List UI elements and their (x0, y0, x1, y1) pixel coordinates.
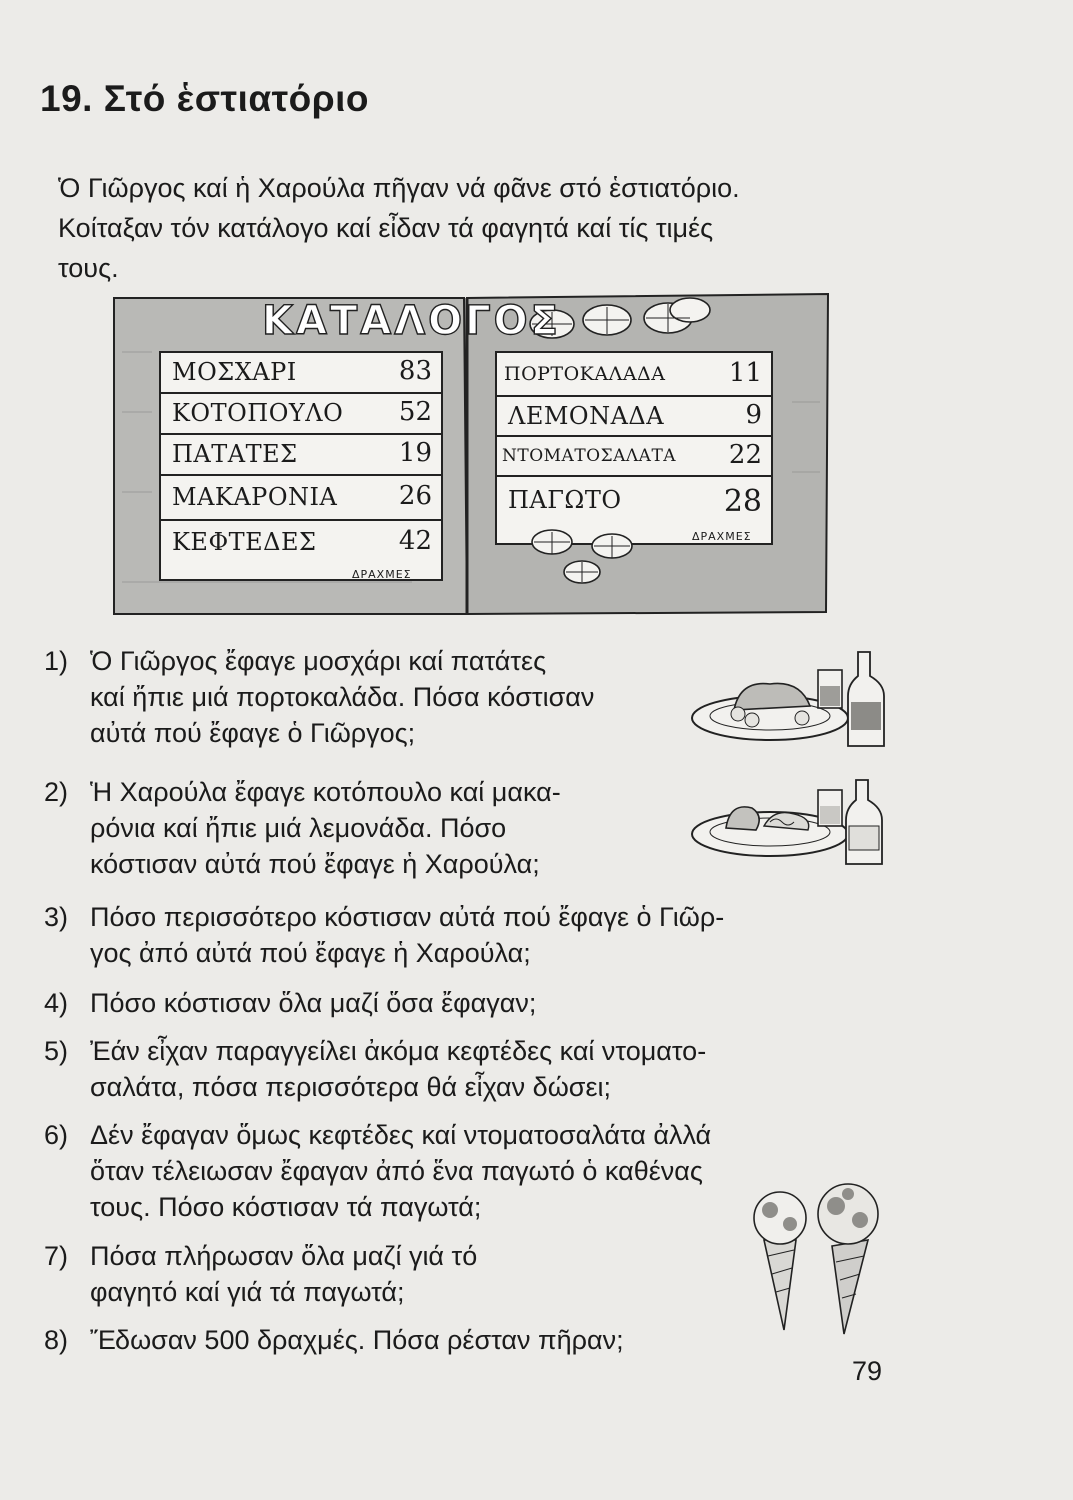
question-line: γος ἀπό αὐτά πού ἔφαγε ἡ Χαρούλα; (90, 938, 531, 968)
menu-item (496, 438, 772, 474)
question-line: αὐτά πού ἔφαγε ὁ Γιῶργος; (90, 718, 416, 748)
menu-item (160, 395, 442, 431)
menu-item (496, 482, 772, 518)
question-text (90, 899, 724, 971)
question-text (90, 1238, 477, 1310)
menu-item-name: ΠΟΡΤΟΚΑΛΑΔΑ (504, 363, 666, 385)
question-line: ρόνια καί ἤπιε μιά λεμονάδα. Πόσο (90, 813, 507, 843)
question-line: Πόσο κόστισαν ὅλα μαζί ὅσα ἔφαγαν; (90, 988, 537, 1018)
question-text (90, 1117, 711, 1225)
menu-item-name: ΝΤΟΜΑΤΟΣΑΛΑΤΑ (502, 446, 677, 466)
menu-item-name: ΠΑΓΩΤΟ (508, 486, 622, 514)
question-line: κόστισαν αὐτά πού ἔφαγε ἡ Χαρούλα; (90, 849, 540, 879)
question-number: 8) (44, 1325, 69, 1355)
menu-item-price: 26 (398, 481, 432, 511)
menu-item-price: 11 (728, 358, 762, 388)
lesson-title: 19. Στό ἑστιατόριο (40, 78, 369, 119)
menu-title: ΚΑΤΑΛΟΓΟΣ (262, 298, 561, 344)
menu-item (160, 354, 442, 390)
question-line: Δέν ἔφαγαν ὅμως κεφτέδες καί ντοματοσαλάτα ἀλλά (90, 1120, 712, 1150)
menu-item (160, 524, 442, 560)
question-line: Ἔδωσαν 500 δραχμές. Πόσα ρέσταν πῆραν; (90, 1325, 624, 1355)
menu-item (496, 356, 772, 392)
menu-item-price: 9 (745, 400, 762, 430)
page-number: 79 (852, 1356, 883, 1386)
meal-illustration-2 (690, 772, 900, 872)
question-number: 2) (44, 777, 69, 807)
menu-item (160, 479, 442, 515)
question-line: φαγητό καί γιά τά παγωτά; (90, 1277, 405, 1307)
question-text (90, 1033, 706, 1105)
menu-illustration (112, 292, 832, 618)
menu-item-price: 83 (398, 356, 432, 386)
intro-line: Κοίταξαν τόν κατάλογο καί εἶδαν τά φαγητά καί τίς τιμές (58, 213, 714, 243)
menu-item-name: ΚΕΦΤΕΔΕΣ (172, 528, 317, 556)
menu-item-name: ΜΟΣΧΑΡΙ (172, 358, 297, 386)
menu-item-price: 19 (398, 438, 432, 468)
menu-item-name: ΚΟΤΟΠΟΥΛΟ (172, 399, 344, 427)
menu-item-name: ΛΕΜΟΝΑΔΑ (508, 402, 665, 430)
menu-item-name: ΠΑΤΑΤΕΣ (172, 440, 298, 468)
question-text (90, 774, 561, 882)
menu-item (496, 398, 772, 434)
question-number: 1) (44, 646, 69, 676)
menu-item-price: 52 (398, 397, 432, 427)
intro-line: τους. (58, 253, 119, 283)
question-line: ὅταν τέλειωσαν ἔφαγαν ἀπό ἕνα παγωτό ὁ καθένας (90, 1156, 703, 1186)
meal-illustration-1 (690, 650, 900, 750)
question-number: 7) (44, 1241, 69, 1271)
intro-paragraph (58, 168, 908, 288)
intro-line: Ὁ Γιῶργος καί ἡ Χαρούλα πῆγαν νά φᾶνε στό ἑστιατόριο. (58, 173, 740, 203)
question-line: Ἐάν εἶχαν παραγγείλει ἀκόμα κεφτέδες καί ντοματο- (90, 1036, 707, 1066)
question-number: 6) (44, 1120, 69, 1150)
menu-item-price: 22 (728, 440, 762, 470)
question-line: καί ἤπιε μιά πορτοκαλάδα. Πόσα κόστισαν (90, 682, 595, 712)
question-line: τους. Πόσο κόστισαν τά παγωτά; (90, 1192, 482, 1222)
question-number: 3) (44, 902, 69, 932)
question-line: Ὁ Γιῶργος ἔφαγε μοσχάρι καί πατάτες (90, 646, 547, 676)
question-text (90, 643, 594, 751)
question-number: 5) (44, 1036, 69, 1066)
menu-currency-left: ΔΡΑΧΜΕΣ (352, 568, 412, 581)
menu-currency-right: ΔΡΑΧΜΕΣ (692, 530, 752, 543)
ice-cream-illustration (740, 1170, 890, 1340)
menu-item-price: 28 (723, 484, 762, 519)
menu-item (160, 436, 442, 472)
question-text (90, 985, 536, 1021)
question-line: Ἡ Χαρούλα ἔφαγε κοτόπουλο καί μακα- (90, 777, 561, 807)
question-line: σαλάτα, πόσα περισσότερα θά εἶχαν δώσει; (90, 1072, 611, 1102)
question-line: Πόσο περισσότερο κόστισαν αὐτά πού ἔφαγε ὁ Γιῶρ- (90, 902, 725, 932)
question-line: Πόσα πλήρωσαν ὅλα μαζί γιά τό (90, 1241, 478, 1271)
menu-item-name: ΜΑΚΑΡΟΝΙΑ (172, 483, 338, 511)
question-number: 4) (44, 988, 69, 1018)
menu-item-price: 42 (398, 526, 432, 556)
question-text (90, 1322, 624, 1358)
